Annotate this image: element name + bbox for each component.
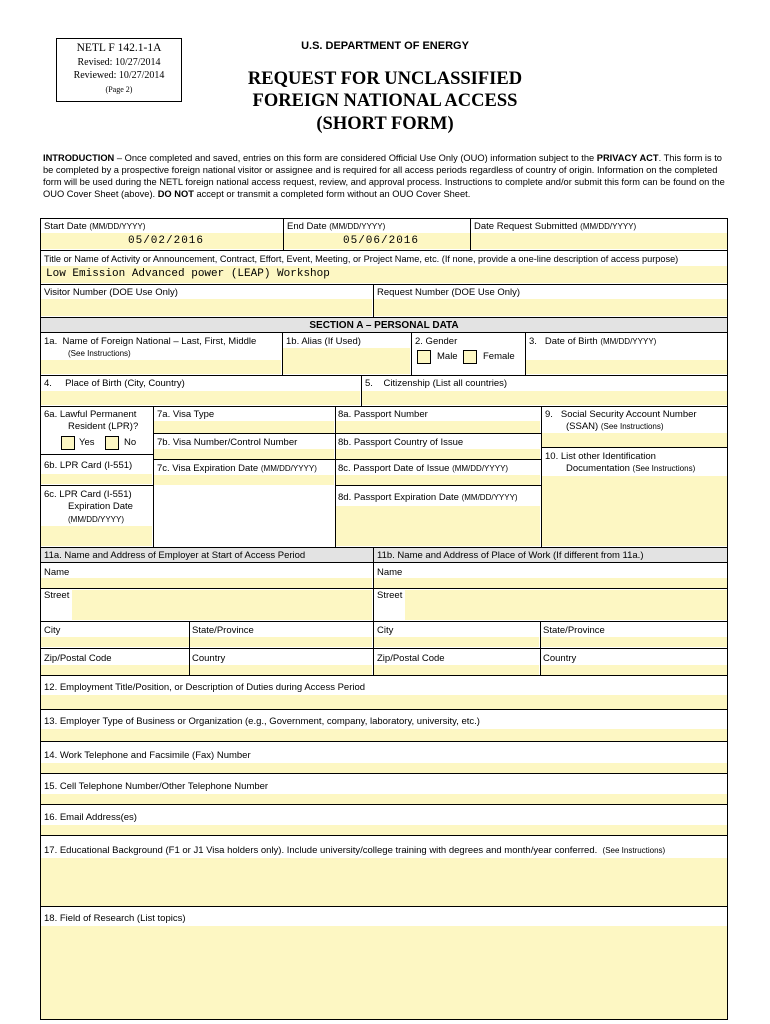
work-city-field[interactable] — [374, 637, 539, 647]
employer-state-label: State/Province — [192, 625, 254, 636]
activity-value: Low Emission Advanced power (LEAP) Workshop — [46, 268, 330, 280]
cell-telephone-field[interactable] — [41, 794, 727, 804]
gender-male-checkbox[interactable] — [417, 350, 431, 364]
passport-expiration-field[interactable] — [336, 506, 540, 546]
lpr-card-field[interactable] — [41, 474, 152, 484]
q15-label: 15. Cell Telephone Number/Other Telephone Number — [44, 781, 269, 792]
q6b-label: 6b. LPR Card (I-551) — [44, 460, 133, 471]
female-label: Female — [483, 351, 515, 362]
email-field[interactable] — [41, 825, 727, 835]
citizenship-field[interactable] — [362, 391, 727, 405]
employer-country-label: Country — [192, 653, 226, 664]
end-date-value: 05/06/2016 — [343, 235, 420, 247]
q2-label: 2. Gender — [415, 336, 458, 347]
q10-label-2: Documentation (See Instructions) — [566, 463, 696, 474]
q8c-label: 8c. Passport Date of Issue (MM/DD/YYYY) — [338, 463, 509, 474]
q11b-label: 11b. Name and Address of Place of Work (If different from 11a.) — [377, 550, 644, 561]
q1a-label: 1a. Name of Foreign National – Last, First, Middle — [44, 336, 257, 347]
start-date-label: Start Date (MM/DD/YYYY) — [44, 221, 146, 232]
employment-title-field[interactable] — [41, 695, 727, 709]
passport-issue-date-field[interactable] — [336, 475, 540, 485]
q10-label: 10. List other Identification — [545, 451, 656, 462]
work-country-label: Country — [543, 653, 577, 664]
intro-privacy-act: PRIVACY ACT — [596, 153, 659, 163]
place-of-birth-field[interactable] — [41, 391, 360, 405]
employer-name-field[interactable] — [41, 578, 372, 588]
activity-label: Title or Name of Activity or Announcement, Contract, Effort, Event, Meeting, or Project Name, etc. (If none, provide a one-line description of access purpose) — [44, 254, 679, 264]
q7b-label: 7b. Visa Number/Control Number — [157, 437, 298, 448]
intro-label: INTRODUCTION — [43, 153, 115, 163]
employer-street-field[interactable] — [72, 590, 372, 620]
yes-label: Yes — [79, 437, 95, 448]
start-date-value: 05/02/2016 — [128, 235, 205, 247]
q18-label: 18. Field of Research (List topics) — [44, 913, 186, 924]
employer-zip-label: Zip/Postal Code — [44, 653, 112, 664]
q16-label: 16. Email Address(es) — [44, 812, 137, 823]
work-name-label: Name — [377, 567, 403, 578]
date-submitted-label: Date Request Submitted (MM/DD/YYYY) — [474, 221, 637, 232]
employer-zip-field[interactable] — [41, 665, 189, 675]
passport-number-field[interactable] — [336, 421, 540, 433]
employer-country-field[interactable] — [190, 665, 372, 675]
foreign-national-name-field[interactable] — [41, 360, 281, 374]
q8d-label: 8d. Passport Expiration Date (MM/DD/YYYY) — [338, 492, 518, 503]
q4-label: 4. Place of Birth (City, Country) — [44, 378, 185, 389]
lpr-expiration-field[interactable] — [41, 526, 152, 546]
form-page: (Page 2) — [105, 85, 133, 94]
form-revised: Revised: 10/27/2014 — [77, 57, 161, 68]
work-city-label: City — [377, 625, 394, 636]
q6c-label: 6c. LPR Card (I-551) — [44, 489, 132, 500]
form-number: NETL F 142.1-1A — [76, 42, 162, 54]
q6c-format: (MM/DD/YYYY) — [68, 515, 124, 524]
q6a-label-2: Resident (LPR)? — [68, 421, 139, 432]
no-label: No — [124, 437, 137, 448]
visa-type-field[interactable] — [154, 421, 334, 433]
gender-female-checkbox[interactable] — [463, 350, 477, 364]
end-date-label: End Date (MM/DD/YYYY) — [287, 221, 386, 232]
q1b-label: 1b. Alias (If Used) — [286, 336, 361, 347]
work-street-label: Street — [377, 590, 403, 601]
passport-country-field[interactable] — [336, 449, 540, 459]
q14-label: 14. Work Telephone and Facsimile (Fax) Number — [44, 750, 251, 761]
intro-do-not: DO NOT — [157, 189, 194, 199]
form-title-line1: REQUEST FOR UNCLASSIFIED — [247, 69, 523, 89]
other-id-field[interactable] — [542, 476, 727, 546]
work-zip-label: Zip/Postal Code — [377, 653, 445, 664]
request-number-field[interactable] — [374, 299, 727, 316]
q17-label: 17. Educational Background (F1 or J1 Visa holders only). Include university/college training with degrees and month/year conferred. (See Instructions) — [44, 845, 666, 856]
q7a-label: 7a. Visa Type — [157, 409, 215, 420]
visa-number-field[interactable] — [154, 449, 334, 459]
date-submitted-field[interactable] — [471, 233, 727, 249]
q9-label-2: (SSAN) (See Instructions) — [566, 421, 664, 432]
lpr-no-checkbox[interactable] — [105, 436, 119, 450]
introduction-paragraph — [43, 152, 733, 200]
q5-label: 5. Citizenship (List all countries) — [365, 378, 508, 389]
q6c-label-2: Expiration Date — [68, 501, 133, 512]
q1a-note: (See Instructions) — [68, 349, 131, 358]
intro-text-1: – Once completed and saved, entries on this form are considered Official Use Only (OUO) information subject to the — [114, 153, 597, 163]
work-name-field[interactable] — [374, 578, 727, 588]
work-state-field[interactable] — [541, 637, 727, 647]
q6a-label: 6a. Lawful Permanent — [44, 409, 137, 420]
request-number-label: Request Number (DOE Use Only) — [377, 287, 521, 298]
visa-expiration-field[interactable] — [154, 475, 334, 485]
intro-text-3: accept or transmit a completed form without an OUO Cover Sheet. — [193, 189, 471, 199]
educational-background-field[interactable] — [41, 858, 727, 906]
q8a-label: 8a. Passport Number — [338, 409, 428, 420]
q7c-label: 7c. Visa Expiration Date (MM/DD/YYYY) — [157, 463, 317, 474]
agency-title: U.S. DEPARTMENT OF ENERGY — [301, 40, 469, 52]
form-reviewed: Reviewed: 10/27/2014 — [73, 70, 165, 81]
q11a-label: 11a. Name and Address of Employer at Start of Access Period — [44, 550, 306, 561]
work-state-label: State/Province — [543, 625, 605, 636]
alias-field[interactable] — [283, 348, 410, 374]
form-title-line3: (SHORT FORM) — [316, 114, 454, 134]
employer-city-field[interactable] — [41, 637, 189, 647]
q3-label: 3. Date of Birth (MM/DD/YYYY) — [529, 336, 657, 347]
form-title-line2: FOREIGN NATIONAL ACCESS — [252, 91, 518, 111]
work-telephone-field[interactable] — [41, 763, 727, 773]
q12-label: 12. Employment Title/Position, or Description of Duties during Access Period — [44, 682, 366, 693]
q13-label: 13. Employer Type of Business or Organization (e.g., Government, company, laboratory, university, etc.) — [44, 716, 480, 727]
date-of-birth-field[interactable] — [526, 360, 727, 374]
employer-name-label: Name — [44, 567, 70, 578]
work-zip-field[interactable] — [374, 665, 539, 675]
q8b-label: 8b. Passport Country of Issue — [338, 437, 464, 448]
visitor-number-field[interactable] — [41, 299, 372, 316]
employer-street-label: Street — [44, 590, 70, 601]
field-of-research-field[interactable] — [41, 926, 727, 1019]
intro-text-2: . This form is to be completed by a prospective foreign national visitor or assignee and is required for all access periods regardless of country of origin. Information on the completed form will be used during the NETL foreign national access request, review, and approval process. Instructions to complete and/or submit this form can be found on the OUO Cover Sheet (above). — [43, 153, 725, 199]
employer-state-field[interactable] — [190, 637, 372, 647]
work-street-field[interactable] — [405, 590, 727, 620]
male-label: Male — [437, 351, 458, 362]
q9-label: 9. Social Security Account Number — [545, 409, 697, 420]
lpr-yes-checkbox[interactable] — [61, 436, 75, 450]
visitor-number-label: Visitor Number (DOE Use Only) — [44, 287, 178, 298]
work-country-field[interactable] — [541, 665, 727, 675]
section-a-title: SECTION A – PERSONAL DATA — [309, 320, 459, 331]
employer-type-field[interactable] — [41, 729, 727, 741]
ssan-field[interactable] — [542, 433, 727, 447]
employer-city-label: City — [44, 625, 61, 636]
